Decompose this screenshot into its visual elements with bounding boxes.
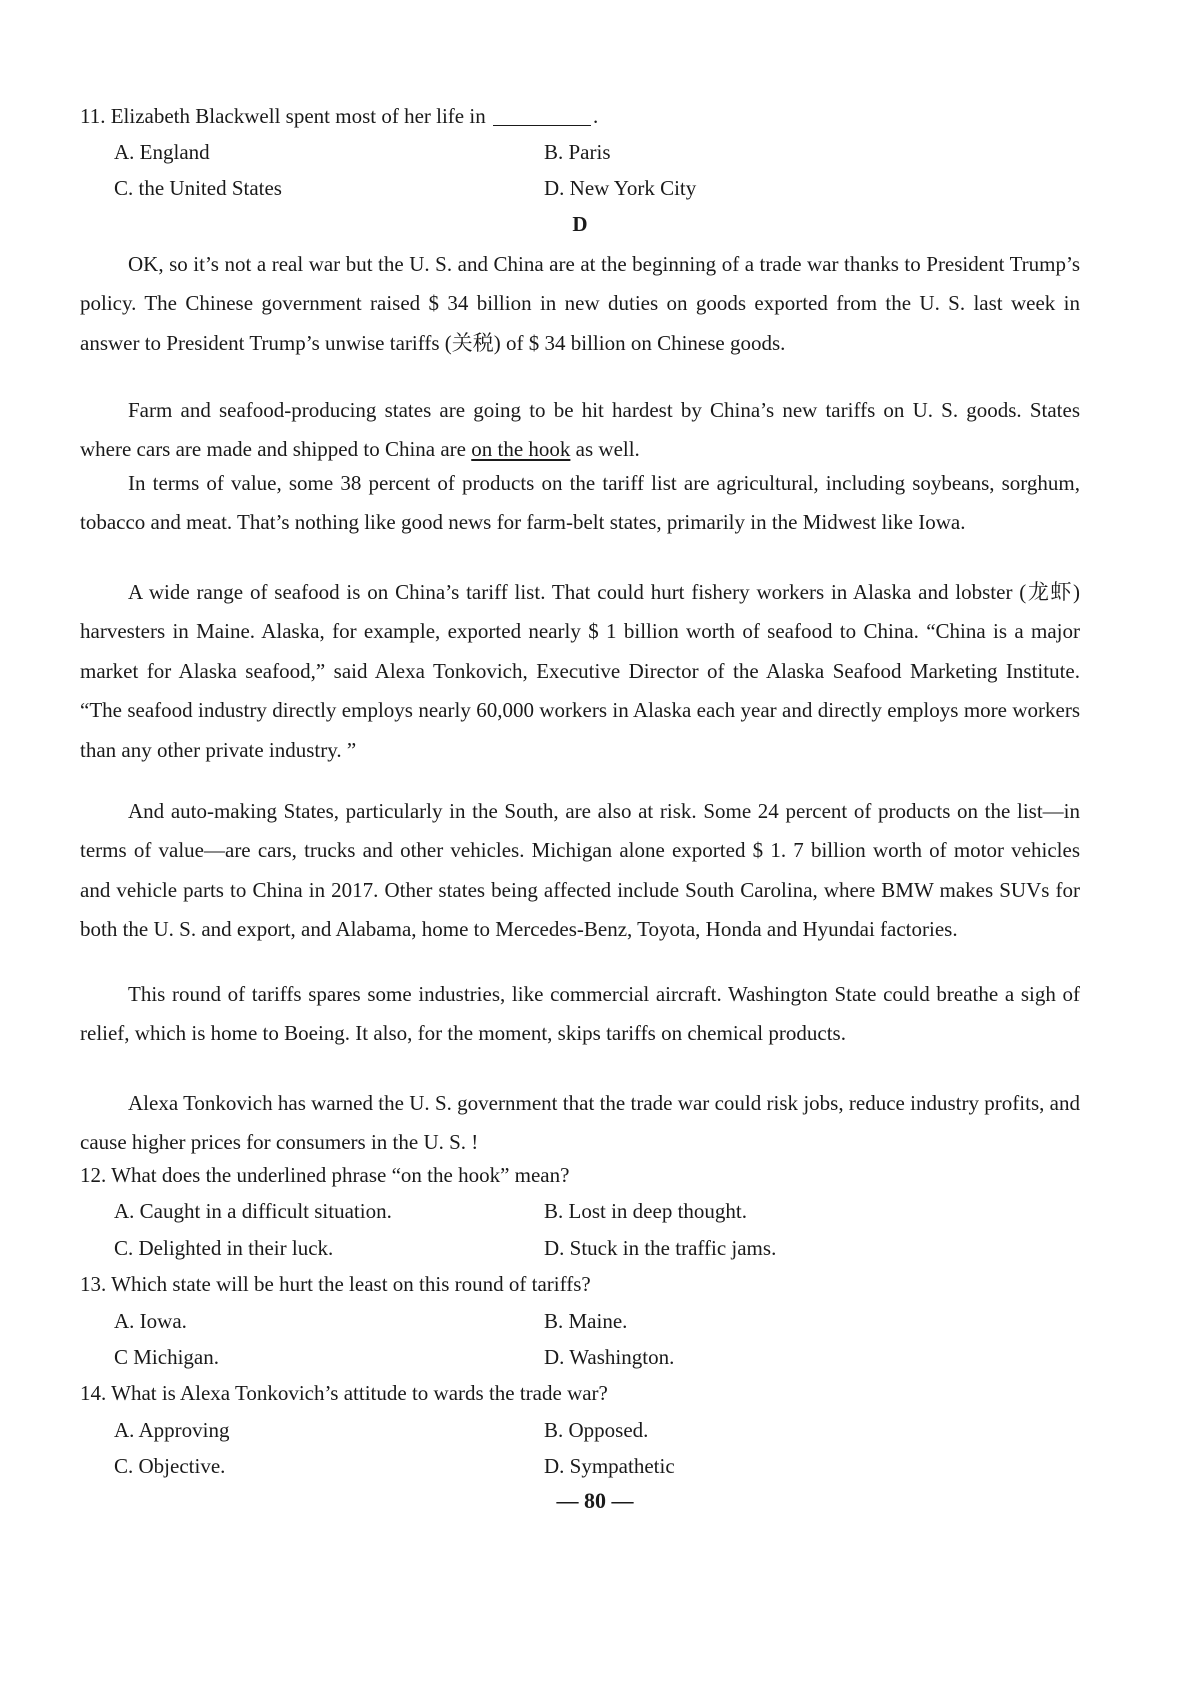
- section-heading: D: [572, 212, 588, 236]
- q11-stem: [80, 104, 598, 129]
- page-number: — 80 —: [556, 1488, 634, 1513]
- passage-paragraph-7: Alexa Tonkovich has warned the U. S. government that the trade war could risk jobs, reduce industry profits, and cause higher prices for consumers in the U. S. !: [80, 1091, 1080, 1155]
- q14-option-a: A. Approving: [114, 1418, 230, 1442]
- passage-paragraph-2: [80, 391, 1080, 470]
- passage-paragraph-6: This round of tariffs spares some industries, like commercial aircraft. Washington State could breathe a sigh of relief, which is home to Boeing. It also, for the moment, skips tariffs on chemical products.: [80, 982, 1080, 1046]
- q13-stem: 13. Which state will be hurt the least on this round of tariffs?: [80, 1272, 591, 1296]
- underlined-phrase: on the hook: [471, 437, 571, 462]
- passage-paragraph-2-end: as well.: [575, 437, 640, 462]
- q11-option-c: C. the United States: [114, 176, 282, 200]
- q12-stem: 12. What does the underlined phrase “on the hook” mean?: [80, 1163, 570, 1187]
- q11-blank: [493, 124, 591, 126]
- q14-option-c: C. Objective.: [114, 1454, 226, 1478]
- q12-option-d: D. Stuck in the traffic jams.: [544, 1236, 777, 1260]
- q11-stem-end: .: [592, 104, 599, 128]
- q13-option-b: B. Maine.: [544, 1309, 628, 1333]
- passage-paragraph-3: In terms of value, some 38 percent of products on the tariff list are agricultural, including soybeans, sorghum, tobacco and meat. That’s nothing like good news for farm-belt states, primarily in the Midwest like Iowa.: [80, 471, 1080, 535]
- passage-paragraph-5: And auto-making States, particularly in the South, are also at risk. Some 24 percent of products on the list—in terms of value—are cars, trucks and other vehicles. Michigan alone exported $ 1. 7 billion worth of motor vehicles and vehicle parts to China in 2017. Other states being affected include South Carolina, where BMW makes SUVs for both the U. S. and export, and Alabama, home to Mercedes-Benz, Toyota, Honda and Hyundai factories.: [80, 799, 1080, 942]
- passage-paragraph-4: A wide range of seafood is on China’s tariff list. That could hurt fishery workers in Alaska and lobster (龙虾) harvesters in Maine. Alaska, for example, exported nearly $ 1 billion worth of seafood to China. “China is a major market for Alaska seafood,” said Alexa Tonkovich, Executive Director of the Alaska Seafood Marketing Institute. “The seafood industry directly employs nearly 60,000 workers in Alaska each year and directly employs more workers than any other private industry. ”: [80, 580, 1080, 762]
- passage-paragraph-2-text: Farm and seafood-producing states are going to be hit hardest by China’s new tariffs on U. S. goods. States where cars are made and shipped to China are: [80, 398, 1080, 462]
- q12-option-b: B. Lost in deep thought.: [544, 1199, 747, 1223]
- q11-option-a: A. England: [114, 140, 210, 164]
- q11-stem-text: 11. Elizabeth Blackwell spent most of her life in: [80, 104, 486, 128]
- q12-option-c: C. Delighted in their luck.: [114, 1236, 334, 1260]
- q14-option-d: D. Sympathetic: [544, 1454, 675, 1478]
- q13-option-c: C Michigan.: [114, 1345, 219, 1369]
- q11-option-d: D. New York City: [544, 176, 697, 200]
- q11-option-b: B. Paris: [544, 140, 611, 164]
- passage-paragraph-1: OK, so it’s not a real war but the U. S. and China are at the beginning of a trade war thanks to President Trump’s policy. The Chinese government raised $ 34 billion in new duties on goods exported from the U. S. last week in answer to President Trump’s unwise tariffs (关税) of $ 34 billion on Chinese goods.: [80, 252, 1080, 355]
- q14-stem: 14. What is Alexa Tonkovich’s attitude to wards the trade war?: [80, 1381, 608, 1405]
- q14-option-b: B. Opposed.: [544, 1418, 649, 1442]
- q12-option-a: A. Caught in a difficult situation.: [114, 1199, 392, 1223]
- q13-option-a: A. Iowa.: [114, 1309, 187, 1333]
- q13-option-d: D. Washington.: [544, 1345, 675, 1369]
